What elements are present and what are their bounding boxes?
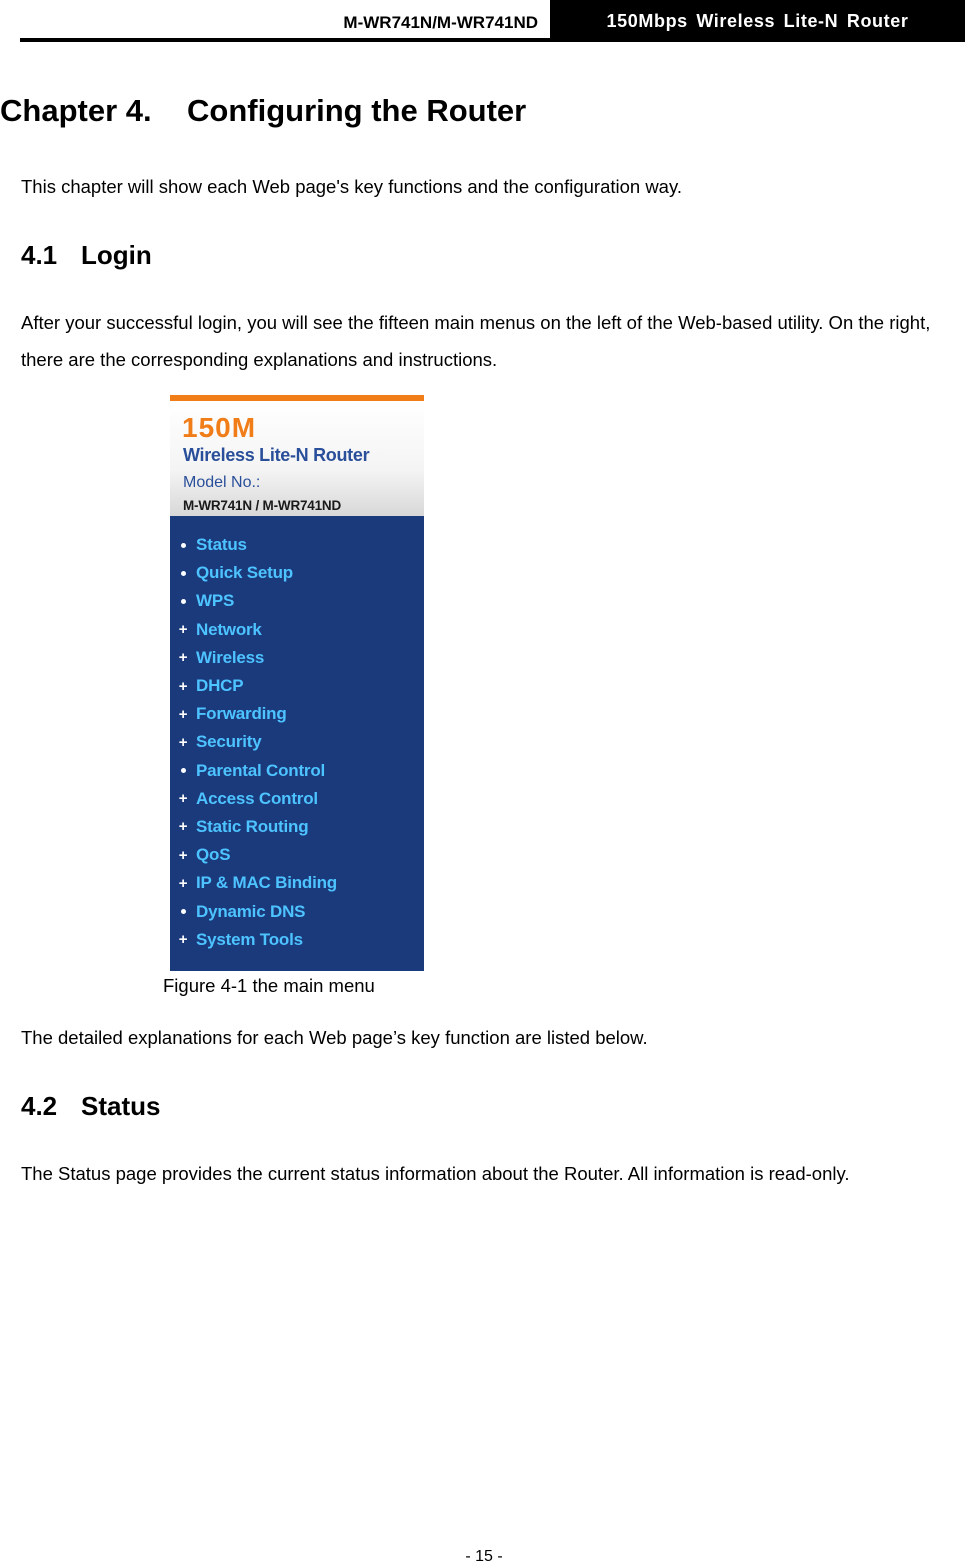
expand-plus-icon: + — [178, 790, 188, 808]
menu-list — [170, 531, 424, 954]
expand-plus-icon: + — [178, 818, 188, 836]
bullet-dot-icon — [170, 768, 196, 773]
expand-plus-icon: + — [178, 649, 188, 667]
figure-caption: Figure 4-1 the main menu — [163, 975, 375, 996]
menu-item-qos[interactable] — [170, 841, 424, 869]
menu-item-security[interactable] — [170, 728, 424, 756]
menu-item-label: Network — [196, 619, 262, 639]
header-model: M-WR741N/M-WR741ND — [343, 13, 538, 32]
expand-plus-icon: + — [178, 705, 188, 723]
menu-item-parental-control[interactable] — [170, 757, 424, 785]
menu-brand: 150M — [182, 412, 257, 443]
menu-item-label: WPS — [196, 591, 235, 611]
menu-item-label: System Tools — [196, 929, 303, 949]
section-login-title: Login — [81, 240, 152, 270]
section-status-heading — [21, 1091, 160, 1122]
status-paragraph: The Status page provides the current status information about the Router. All information is read-only. — [21, 1163, 850, 1184]
chapter-heading — [0, 93, 526, 129]
expand-plus-icon: + — [178, 931, 188, 949]
menu-item-label: Access Control — [196, 788, 318, 808]
bullet-dot-icon — [170, 909, 196, 914]
header-product: 150Mbps Wireless Lite-N Router — [550, 0, 965, 42]
section-status-title: Status — [81, 1091, 161, 1121]
section-status-number: 4.2 — [21, 1091, 58, 1121]
menu-item-label: IP & MAC Binding — [196, 873, 337, 893]
menu-item-dynamic-dns[interactable] — [170, 897, 424, 925]
menu-item-label: Dynamic DNS — [196, 901, 306, 921]
expand-plus-icon: + — [178, 677, 188, 695]
menu-item-static-routing[interactable] — [170, 813, 424, 841]
menu-item-ip-mac-binding[interactable] — [170, 869, 424, 897]
menu-item-label: Status — [196, 535, 247, 555]
chapter-title: Configuring the Router — [187, 93, 527, 128]
menu-product-title: Wireless Lite-N Router — [183, 445, 370, 465]
expand-plus-icon: + — [178, 846, 188, 864]
menu-item-label: Forwarding — [196, 704, 287, 724]
section-login-heading — [21, 240, 152, 271]
menu-item-quick-setup[interactable] — [170, 559, 424, 587]
menu-item-label: QoS — [196, 845, 231, 865]
menu-model-label: Model No.: — [183, 474, 261, 491]
login-paragraph: After your successful login, you will see the fifteen main menus on the left of the Web-based utility. On the right, there are the corresponding explanations and instructions. — [21, 312, 931, 370]
menu-item-dhcp[interactable] — [170, 672, 424, 700]
menu-item-forwarding[interactable] — [170, 700, 424, 728]
menu-item-label: DHCP — [196, 676, 244, 696]
menu-item-access-control[interactable] — [170, 785, 424, 813]
bullet-dot-icon — [170, 599, 196, 604]
intro-paragraph: This chapter will show each Web page's key functions and the configuration way. — [21, 176, 682, 197]
menu-item-network[interactable] — [170, 616, 424, 644]
section-login-number: 4.1 — [21, 240, 58, 270]
menu-item-system-tools[interactable] — [170, 926, 424, 954]
chapter-number: Chapter 4. — [0, 93, 152, 128]
bullet-dot-icon — [170, 543, 196, 548]
page-number: - 15 - — [465, 1548, 503, 1565]
menu-item-label: Quick Setup — [196, 563, 293, 583]
menu-banner — [170, 395, 424, 516]
expand-plus-icon: + — [178, 874, 188, 892]
main-menu-figure — [170, 395, 424, 971]
menu-item-wireless[interactable] — [170, 644, 424, 672]
bullet-dot-icon — [170, 571, 196, 576]
menu-item-label: Static Routing — [196, 816, 309, 836]
expand-plus-icon: + — [178, 621, 188, 639]
header-rule — [20, 38, 550, 42]
menu-item-label: Wireless — [196, 647, 265, 667]
menu-item-label: Security — [196, 732, 262, 752]
menu-item-status[interactable] — [170, 531, 424, 559]
menu-model-value: M-WR741N / M-WR741ND — [183, 498, 342, 513]
expand-plus-icon: + — [178, 733, 188, 751]
menu-item-label: Parental Control — [196, 760, 326, 780]
after-figure-paragraph: The detailed explanations for each Web page’s key function are listed below. — [21, 1027, 648, 1048]
menu-item-wps[interactable] — [170, 587, 424, 615]
